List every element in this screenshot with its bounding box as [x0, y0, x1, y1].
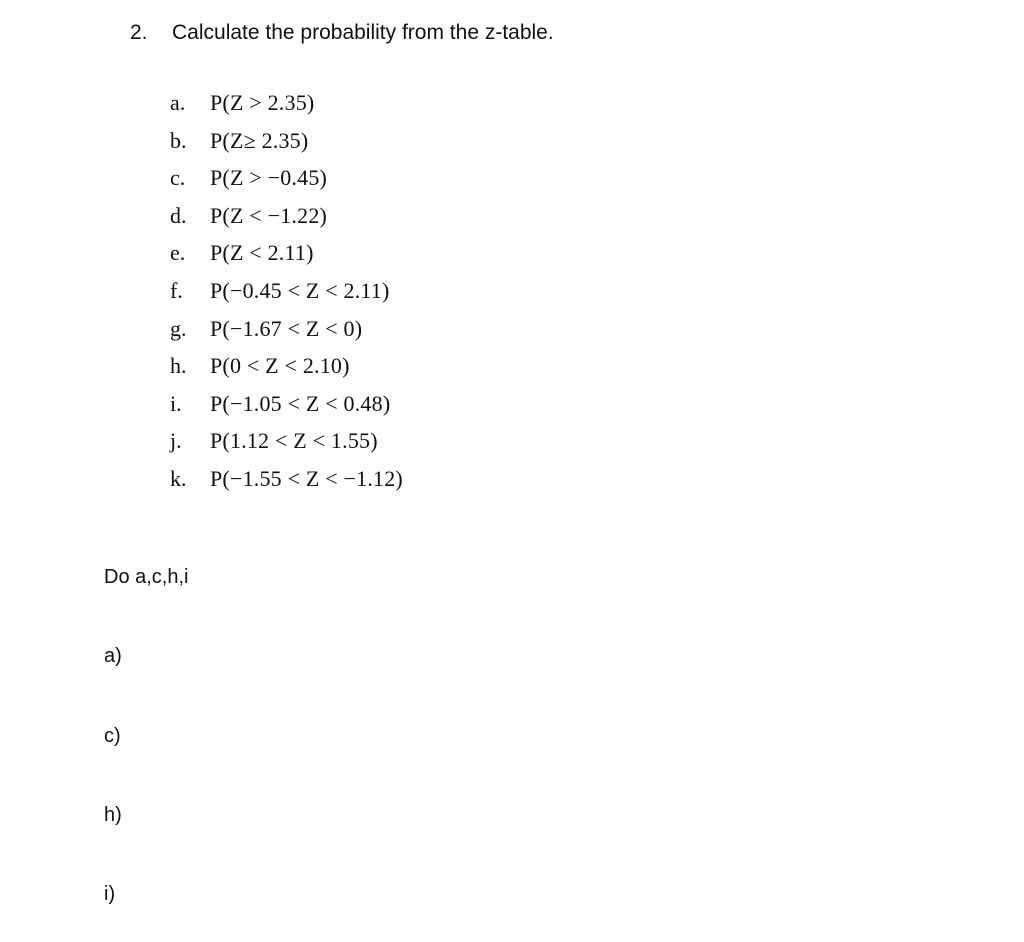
problem-letter: j. — [170, 428, 182, 454]
answer-label-h: h) — [104, 804, 122, 826]
problem-expression: P(−1.55 < Z < −1.12) — [210, 465, 403, 491]
problem-item-h — [168, 351, 528, 389]
problem-letter: c. — [170, 165, 186, 191]
problem-item-f — [168, 276, 528, 314]
problem-letter: i. — [170, 390, 182, 416]
problem-expression: P(Z < −1.22) — [210, 202, 328, 228]
problem-letter: g. — [170, 315, 187, 341]
answer-label-i: i) — [104, 883, 116, 905]
question-number: 2. — [130, 21, 148, 44]
problem-expression: P(Z < 2.11) — [210, 240, 314, 266]
problem-letter: h. — [170, 353, 187, 379]
question-text: Calculate the probability from the z-table. — [172, 21, 554, 44]
problem-letter: a. — [170, 90, 186, 115]
answer-label-c: c) — [104, 725, 121, 747]
problem-letter: d. — [170, 202, 187, 228]
problem-item-i — [168, 389, 528, 427]
problem-expression: P(−0.45 < Z < 2.11) — [210, 277, 390, 303]
answer-label-a: a) — [104, 645, 122, 667]
problem-item-d — [168, 201, 528, 239]
problem-letter: f. — [170, 277, 183, 303]
problem-expression: P(Z≥ 2.35) — [210, 127, 309, 153]
problem-expression: P(−1.67 < Z < 0) — [210, 315, 363, 341]
problem-letter: k. — [170, 465, 187, 491]
problem-expression: P(1.12 < Z < 1.55) — [210, 428, 378, 454]
problem-item-c — [168, 163, 528, 201]
problem-list — [168, 88, 528, 502]
problem-expression: P(−1.05 < Z < 0.48) — [210, 390, 391, 416]
problem-expression: P(Z > −0.45) — [210, 165, 328, 191]
problem-letter: e. — [170, 240, 186, 266]
problem-item-k — [168, 464, 528, 502]
problem-item-j — [168, 426, 528, 464]
problem-expression: P(Z > 2.35) — [210, 90, 315, 115]
problem-item-b — [168, 126, 528, 164]
problem-letter: b. — [170, 127, 187, 153]
problem-item-e — [168, 238, 528, 276]
instruction-text: Do a,c,h,i — [104, 566, 189, 588]
problem-item-a — [168, 88, 528, 126]
problem-item-g — [168, 314, 528, 352]
problem-expression: P(0 < Z < 2.10) — [210, 353, 350, 379]
